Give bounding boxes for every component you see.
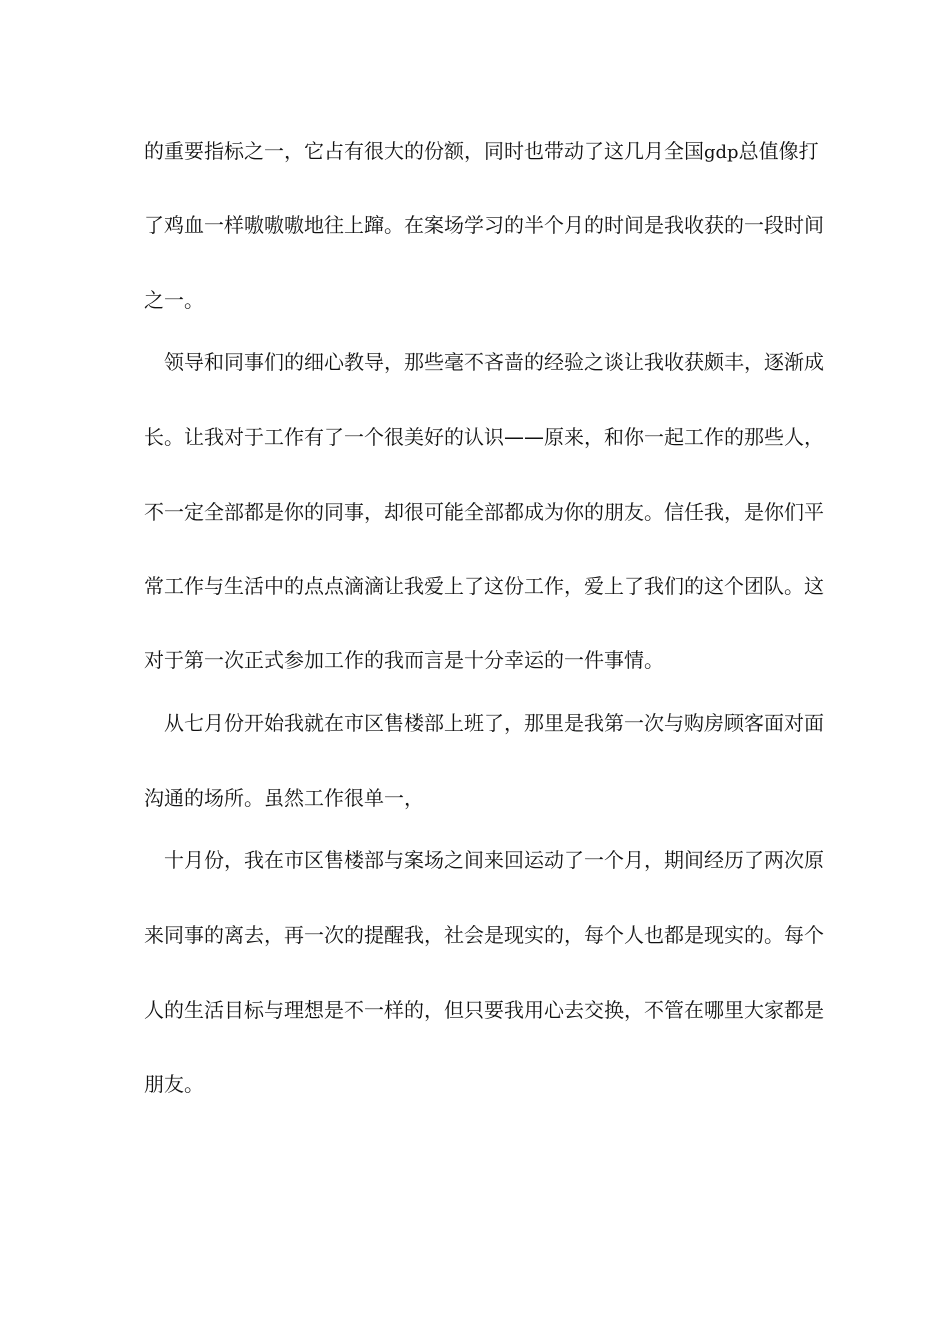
text-line: 了鸡血一样嗷嗷嗷地往上蹿。在案场学习的半个月的时间是我收获的一段时间: [144, 213, 824, 237]
text-line: 人的生活目标与理想是不一样的，但只要我用心去交换，不管在哪里大家都是: [144, 998, 824, 1022]
text-line: 常工作与生活中的点点滴滴让我爱上了这份工作，爱上了我们的这个团队。这: [144, 574, 824, 598]
paragraph-start-line: 从七月份开始我就在市区售楼部上班了，那里是我第一次与购房顾客面对面: [144, 711, 824, 735]
text-line: 来同事的离去，再一次的提醒我，社会是现实的，每个人也都是现实的。每个: [144, 923, 824, 947]
text-line: 的重要指标之一，它占有很大的份额，同时也带动了这几月全国gdp总值像打: [144, 139, 819, 163]
text-line: 朋友。: [144, 1072, 204, 1096]
text-line: 不一定全部都是你的同事，却很可能全部都成为你的朋友。信任我，是你们平: [144, 500, 824, 524]
latin-run: gdp: [704, 142, 739, 163]
text-line: 长。让我对于工作有了一个很美好的认识——原来，和你一起工作的那些人，: [144, 425, 824, 449]
paragraph-start-line: 十月份，我在市区售楼部与案场之间来回运动了一个月，期间经历了两次原: [144, 848, 824, 872]
paragraph-start-line: 领导和同事们的细心教导，那些毫不吝啬的经验之谈让我收获颇丰，逐渐成: [144, 350, 824, 374]
text-line: 之一。: [144, 288, 204, 312]
text-line: 沟通的场所。虽然工作很单一，: [144, 786, 424, 810]
text-line: 对于第一次正式参加工作的我而言是十分幸运的一件事情。: [144, 648, 664, 672]
